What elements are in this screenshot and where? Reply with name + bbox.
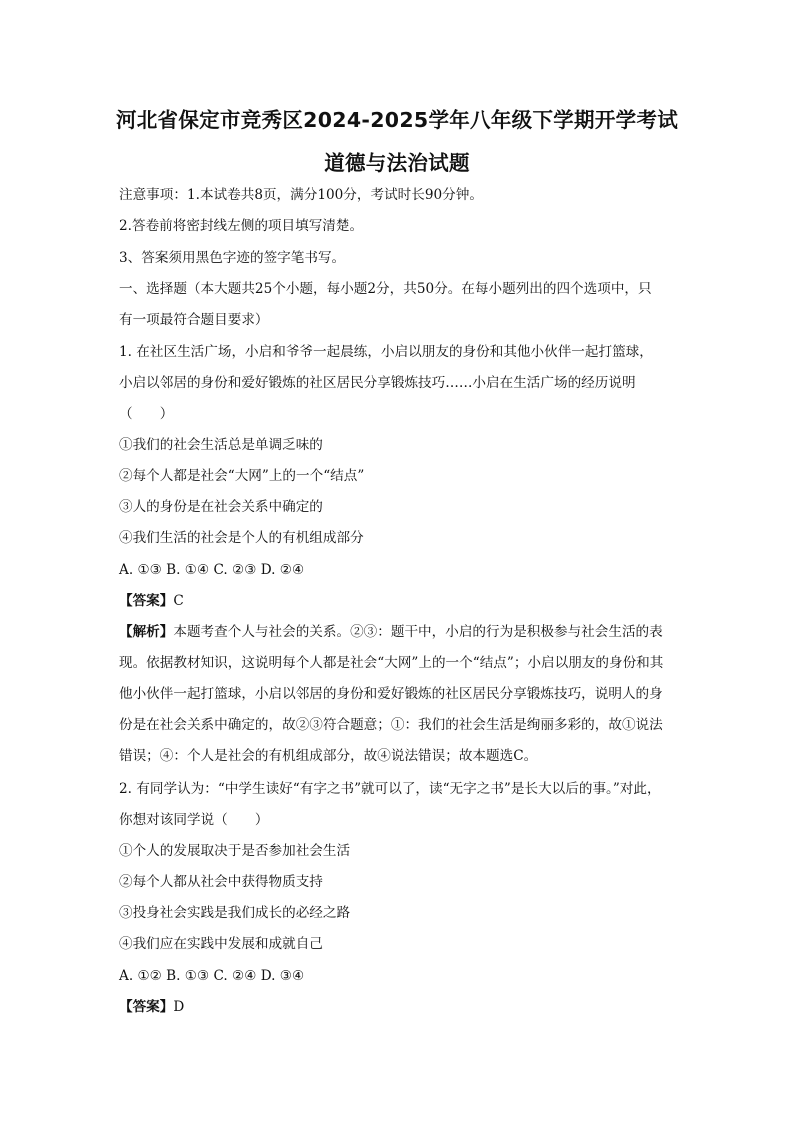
q1-analysis-line-3: 他小伙伴一起打篮球，小启以邻居的身份和爱好锻炼的社区居民分享锻炼技巧，说明人的身	[119, 686, 663, 702]
q2-option-1: ①个人的发展取决于是否参加社会生活	[119, 843, 351, 859]
q2-answer	[119, 997, 184, 1017]
q1-analysis-line-4: 份是在社会关系中确定的，故②③符合题意；①：我们的社会生活是绚丽多彩的，故①说法	[119, 717, 663, 733]
q1-option-2: ②每个人都是社会“大网”上的一个“结点”	[119, 468, 365, 484]
q1-answer-value: C	[173, 593, 184, 609]
q1-analysis	[119, 617, 679, 772]
q1-option-1: ①我们的社会生活总是单调乏味的	[119, 437, 323, 453]
q1-stem-line-2: 小启以邻居的身份和爱好锻炼的社区居民分享锻炼技巧……小启在生活广场的经历说明	[119, 375, 636, 391]
q2-stem-line-1: 2. 有同学认为：“中学生读好“有字之书”就可以了，读“无字之书”是长大以后的事。”对此，	[119, 781, 661, 797]
q2-option-2: ②每个人都从社会中获得物质支持	[119, 874, 323, 890]
note-line-3: 3、答案须用黑色字迹的签字笔书写。	[119, 250, 346, 266]
document-subtitle: 道德与法治试题	[324, 151, 470, 175]
q1-option-3: ③人的身份是在社会关系中确定的	[119, 499, 323, 515]
q1-answer-label: 【答案】	[119, 593, 174, 609]
q1-analysis-label: 【解析】	[119, 624, 174, 640]
q2-answer-value: D	[173, 999, 185, 1015]
q1-answer	[119, 591, 184, 611]
q1-stem-line-3: （ ）	[119, 406, 174, 422]
section-heading-line-1: 一、选择题（本大题共25个小题，每小题2分，共50分。在每小题列出的四个选项中，只	[119, 281, 652, 297]
q2-choices: A. ①② B. ①③ C. ②④ D. ③④	[119, 968, 305, 984]
note-line-1: 注意事项：1.本试卷共8页，满分100分，考试时长90分钟。	[119, 187, 483, 203]
q1-option-4: ④我们生活的社会是个人的有机组成部分	[119, 530, 364, 546]
q1-stem-line-1: 1. 在社区生活广场，小启和爷爷一起晨练，小启以朋友的身份和其他小伙伴一起打篮球，	[119, 344, 653, 360]
section-heading-line-2: 有一项最符合题目要求）	[119, 312, 269, 328]
document-title: 河北省保定市竞秀区2024-2025学年八年级下学期开学考试	[115, 108, 679, 132]
q1-choices: A. ①③ B. ①④ C. ②③ D. ②④	[119, 562, 305, 578]
q2-answer-label: 【答案】	[119, 999, 174, 1015]
q2-option-4: ④我们应在实践中发展和成就自己	[119, 936, 323, 952]
q1-analysis-line-1: 【解析】本题考查个人与社会的关系。②③：题干中，小启的行为是积极参与社会生活的表	[119, 624, 663, 640]
q1-analysis-line-2: 现。依据教材知识，这说明每个人都是社会“大网”上的一个“结点”；小启以朋友的身份和其	[119, 655, 664, 671]
q2-option-3: ③投身社会实践是我们成长的必经之路	[119, 905, 351, 921]
note-line-2: 2.答卷前将密封线左侧的项目填写清楚。	[119, 218, 364, 234]
q2-stem-line-2: 你想对该同学说（ ）	[119, 812, 269, 828]
q1-analysis-line-5: 错误；④：个人是社会的有机组成部分，故④说法错误；故本题选C。	[119, 748, 538, 764]
